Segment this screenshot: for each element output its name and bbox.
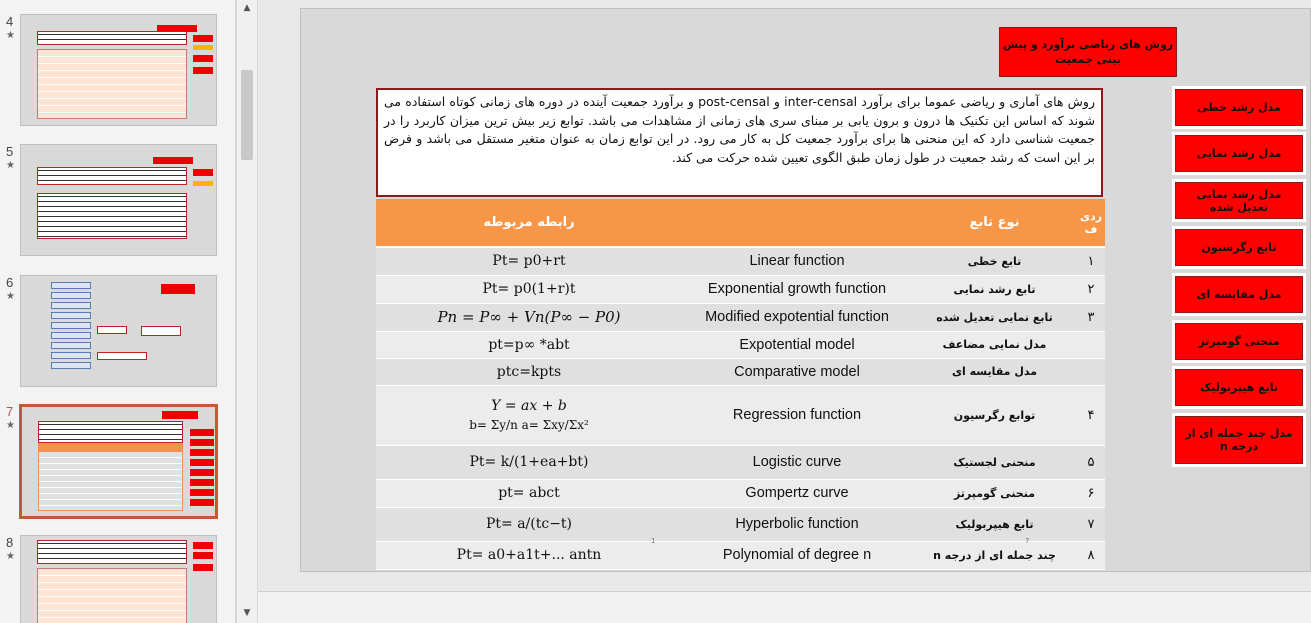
formula: Pn = P∞ + Vn(P∞ − P0)	[376, 303, 682, 331]
table-row	[376, 541, 1105, 569]
intro-text-box[interactable]: روش های آماری و ریاضی عموما برای برآورد inter-censal و post-censal و برآورد جمعیت آینده در دوره های زمانی کوتاه استفاده می شوند که اساس این تکنیک ها درون و برون یابی بر مبنای سری های زمانی از مشاهدات می باشد. توابع زیر بیش ترین میزان کاربرد را در جمعیت شناسی دارد که این منحنی ها برای برآورد جمعیت کل به کار می رود. در این توابع زمان به عنوان متغیر مستقل می باشد و فرض بر این است که رشد جمعیت در طول زمان طبق الگوی تعیین شده حرکت می کند.	[376, 88, 1103, 197]
table-row	[376, 331, 1105, 358]
formula: ptc=kpts	[376, 358, 682, 385]
side-button-gompertz[interactable]: منحنی گومپرتز	[1175, 323, 1303, 360]
side-button-regression[interactable]: تابع رگرسیون	[1175, 229, 1303, 266]
function-name-fa: تابع هیپربولیک	[912, 507, 1077, 541]
function-name-en: Logistic curve	[682, 445, 912, 479]
side-button-comparative[interactable]: مدل مقایسه ای	[1175, 276, 1303, 313]
row-number	[1077, 358, 1105, 385]
animation-star-icon: ★	[6, 30, 15, 41]
formula-extra: b= Σy/n a= Σxy/Σx²	[469, 418, 589, 432]
row-number: ۵	[1077, 445, 1105, 479]
header-row-number: ردی ف	[1077, 199, 1105, 247]
function-name-fa: مدل مقایسه ای	[912, 358, 1077, 385]
table-header-row	[376, 199, 1105, 247]
slide-editor	[258, 0, 1311, 623]
formula: Pt= a/(tc−t)	[376, 507, 682, 541]
thumbnail-preview[interactable]	[20, 275, 217, 387]
function-name-en: Hyperbolic function	[682, 507, 912, 541]
table-row	[376, 275, 1105, 303]
formula: pt= abct	[376, 479, 682, 507]
functions-table[interactable]	[376, 199, 1105, 570]
animation-star-icon: ★	[6, 420, 15, 431]
function-name-en: Modified expotential function	[682, 303, 912, 331]
function-name-fa: منحنی لجستیک	[912, 445, 1077, 479]
side-button-polynomial[interactable]: مدل چند جمله ای از درجه n	[1175, 416, 1303, 464]
slide-number: 7	[6, 404, 14, 419]
table-row	[376, 303, 1105, 331]
thumbnail-preview[interactable]	[20, 144, 217, 256]
function-name-fa: توابع رگرسیون	[912, 385, 1077, 445]
formula: Y = ax + b	[491, 398, 567, 414]
formula: Pt= k/(1+ea+bt)	[376, 445, 682, 479]
side-button-modified-exponential[interactable]: مدل رشد نمایی تعدیل شده	[1175, 182, 1303, 219]
notes-bar[interactable]	[258, 591, 1311, 623]
row-number: ۷	[1077, 507, 1105, 541]
table-row	[376, 507, 1105, 541]
formula-cell	[376, 385, 682, 445]
thumbnail-preview[interactable]	[20, 535, 217, 623]
scroll-up-icon[interactable]: ▲	[243, 3, 251, 13]
slide-thumbnail-pane[interactable]	[0, 0, 236, 623]
table-row	[376, 385, 1105, 445]
function-name-fa: مدل نمایی مضاعف	[912, 331, 1077, 358]
formula: pt=p∞ *abt	[376, 331, 682, 358]
slide-number: 6	[6, 275, 14, 290]
formula: Pt= p0(1+r)t	[376, 275, 682, 303]
row-number	[1077, 331, 1105, 358]
thumbnail-scrollbar[interactable]	[236, 0, 258, 623]
table-row	[376, 358, 1105, 385]
slide-title[interactable]: روش های ریاضی برآورد و پیش بینی جمعیت	[999, 27, 1177, 77]
small-mark: 1	[651, 537, 656, 545]
scrollbar-thumb[interactable]	[241, 70, 253, 160]
row-number: ۶	[1077, 479, 1105, 507]
row-number: ۳	[1077, 303, 1105, 331]
function-name-fa: تابع خطی	[912, 247, 1077, 275]
side-button-exponential[interactable]: مدل رشد نمایی	[1175, 135, 1303, 172]
function-name-en: Expotential model	[682, 331, 912, 358]
scroll-down-icon[interactable]: ▼	[243, 608, 251, 618]
header-relation: رابطه مربوطه	[376, 199, 682, 247]
table-row	[376, 479, 1105, 507]
function-name-en: Regression function	[682, 385, 912, 445]
animation-star-icon: ★	[6, 551, 15, 562]
table-row	[376, 247, 1105, 275]
table-row	[376, 445, 1105, 479]
row-number: ۸	[1077, 541, 1105, 569]
thumbnail-preview-active[interactable]	[19, 404, 218, 519]
animation-star-icon: ★	[6, 291, 15, 302]
row-number: ۲	[1077, 275, 1105, 303]
function-name-fa: چند جمله ای از درجه n	[912, 541, 1077, 569]
side-button-linear[interactable]: مدل رشد خطی	[1175, 89, 1303, 126]
thumbnail-preview[interactable]	[20, 14, 217, 126]
formula: Pt= a0+a1t+... antn	[376, 541, 682, 569]
row-number: ۴	[1077, 385, 1105, 445]
animation-star-icon: ★	[6, 160, 15, 171]
function-name-en: Polynomial of degree n	[682, 541, 912, 569]
header-function-type: نوع تابع	[912, 199, 1077, 247]
small-mark: 7	[1025, 537, 1030, 545]
function-name-fa: تابع رشد نمایی	[912, 275, 1077, 303]
function-name-fa: تابع نمایی تعدیل شده	[912, 303, 1077, 331]
formula: Pt= p0+rt	[376, 247, 682, 275]
slide-number: 5	[6, 144, 14, 159]
function-name-en: Exponential growth function	[682, 275, 912, 303]
side-button-hyperbolic[interactable]: تابع هیپربولیک	[1175, 369, 1303, 406]
function-name-en: Gompertz curve	[682, 479, 912, 507]
function-name-fa: منحنی گومپرتز	[912, 479, 1077, 507]
function-name-en: Comparative model	[682, 358, 912, 385]
function-name-en: Linear function	[682, 247, 912, 275]
slide-number: 4	[6, 14, 14, 29]
slide-canvas[interactable]	[300, 8, 1311, 572]
slide-number: 8	[6, 535, 14, 550]
row-number: ۱	[1077, 247, 1105, 275]
